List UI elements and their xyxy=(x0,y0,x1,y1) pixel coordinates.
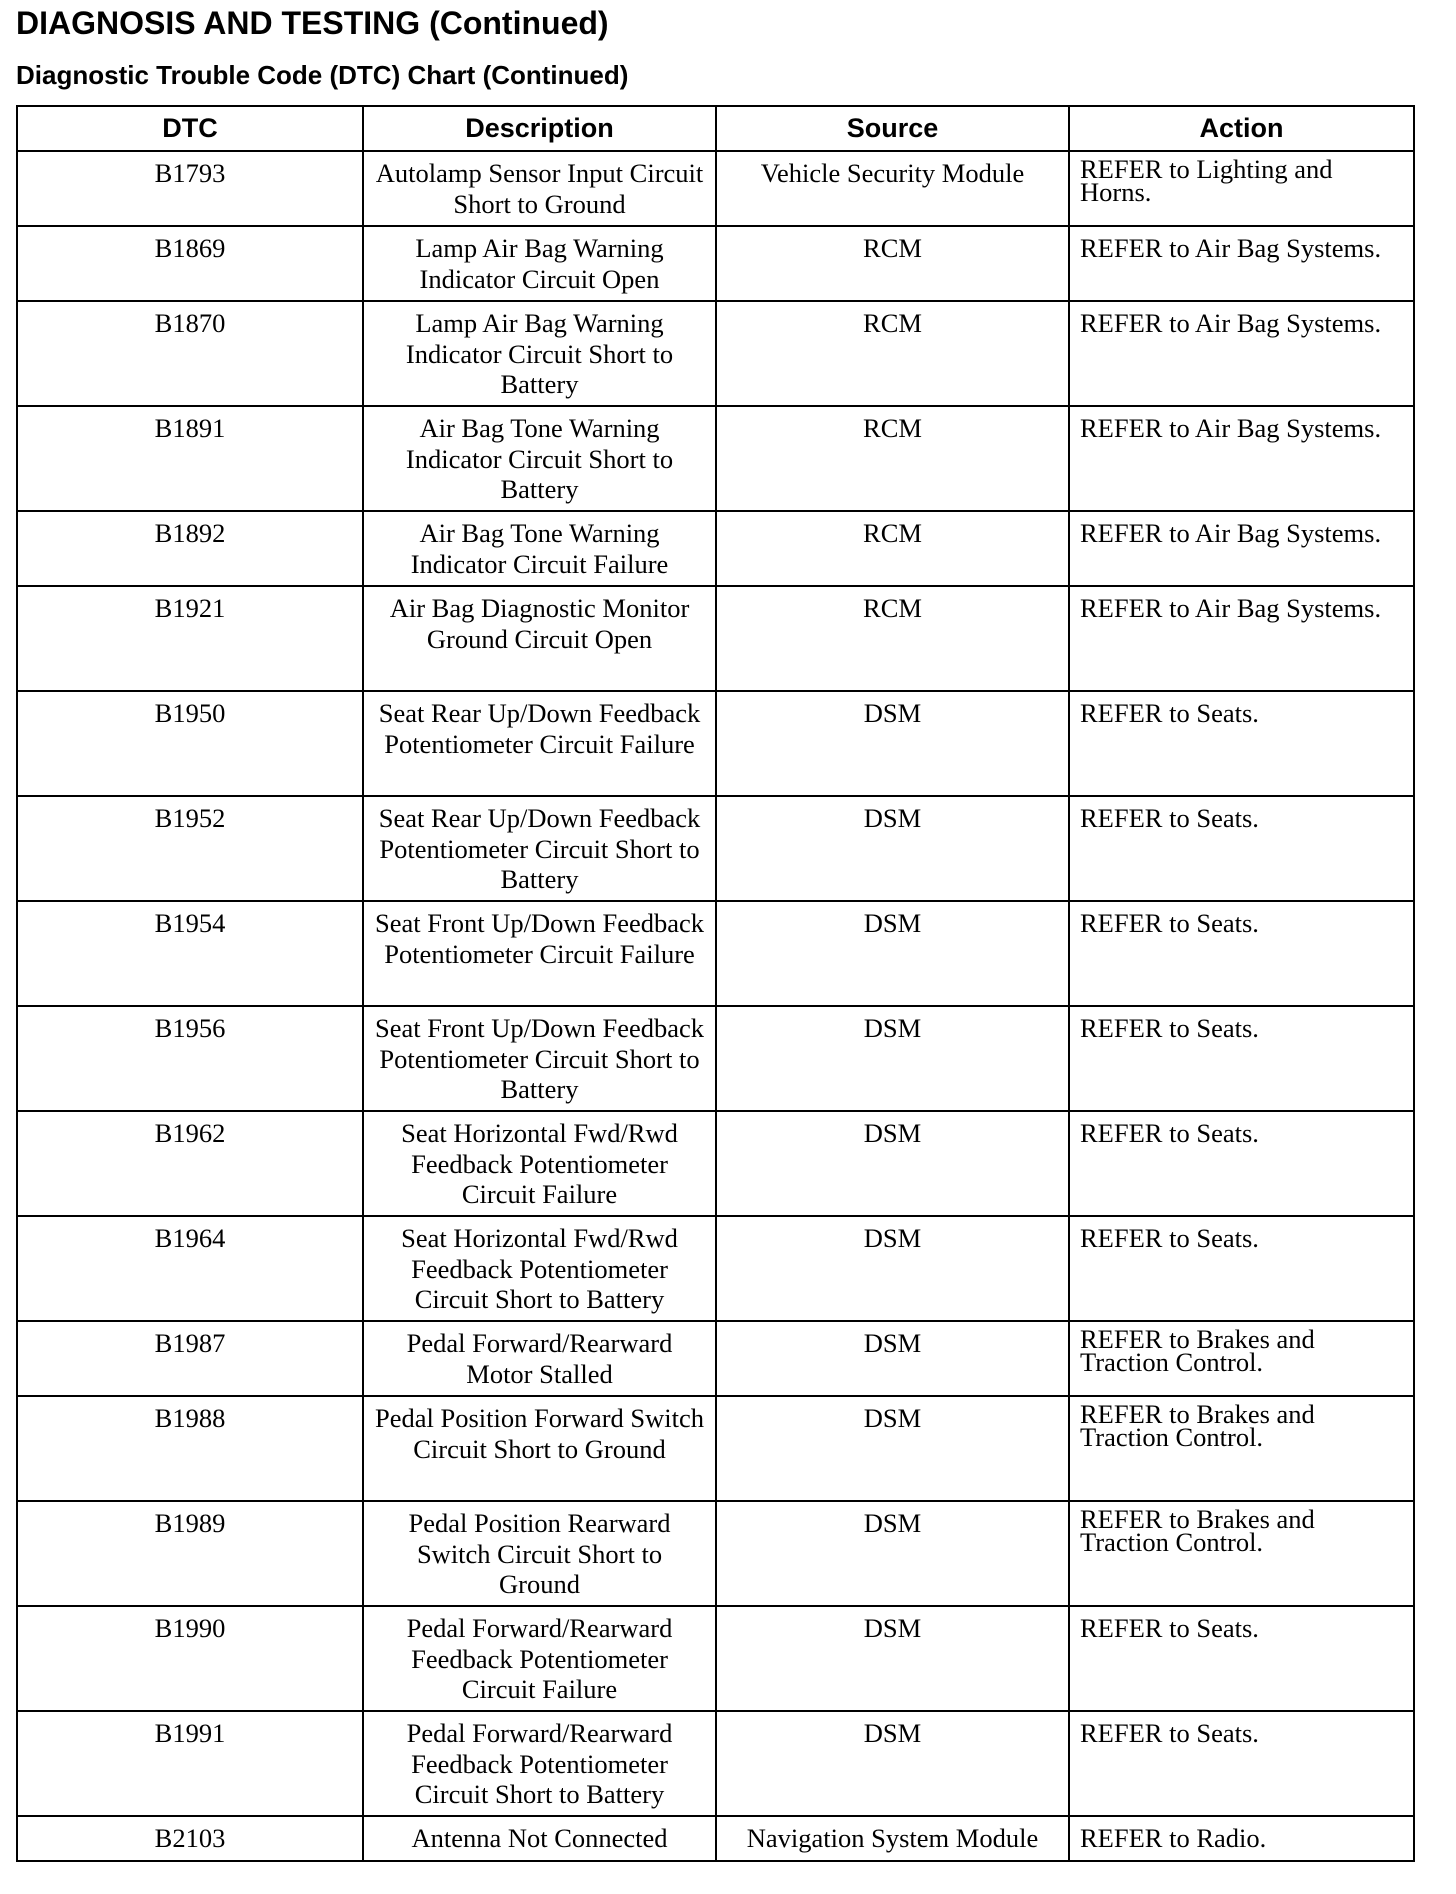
section-subtitle: Diagnostic Trouble Code (DTC) Chart (Continued) xyxy=(16,60,629,90)
dtc-code: B2103 xyxy=(17,1816,363,1861)
table-row xyxy=(17,1216,1414,1321)
dtc-description: Autolamp Sensor Input Circuit Short to Ground xyxy=(363,151,716,226)
dtc-code: B1793 xyxy=(17,151,363,226)
dtc-description: Seat Horizontal Fwd/Rwd Feedback Potentiometer Circuit Short to Battery xyxy=(363,1216,716,1321)
dtc-action: REFER to Seats. xyxy=(1069,796,1414,901)
column-header-action: Action xyxy=(1069,106,1414,151)
dtc-action: REFER to Air Bag Systems. xyxy=(1069,301,1414,406)
table-row xyxy=(17,1711,1414,1816)
dtc-code: B1950 xyxy=(17,691,363,796)
dtc-source: Navigation System Module xyxy=(716,1816,1069,1861)
dtc-description: Seat Front Up/Down Feedback Potentiometer Circuit Short to Battery xyxy=(363,1006,716,1111)
dtc-source: RCM xyxy=(716,511,1069,586)
dtc-source: RCM xyxy=(716,301,1069,406)
dtc-action: REFER to Air Bag Systems. xyxy=(1069,586,1414,691)
table-row xyxy=(17,1006,1414,1111)
dtc-description: Seat Rear Up/Down Feedback Potentiometer Circuit Short to Battery xyxy=(363,796,716,901)
dtc-description: Pedal Position Rearward Switch Circuit Short to Ground xyxy=(363,1501,716,1606)
dtc-action: REFER to Seats. xyxy=(1069,1216,1414,1321)
table-row xyxy=(17,586,1414,691)
dtc-source: DSM xyxy=(716,1711,1069,1816)
dtc-action: REFER to Air Bag Systems. xyxy=(1069,226,1414,301)
dtc-source: DSM xyxy=(716,1396,1069,1501)
dtc-action: REFER to Brakes and Traction Control. xyxy=(1069,1321,1414,1396)
table-row xyxy=(17,406,1414,511)
dtc-action: REFER to Seats. xyxy=(1069,901,1414,1006)
dtc-code: B1987 xyxy=(17,1321,363,1396)
column-header-dtc: DTC xyxy=(17,106,363,151)
dtc-code: B1991 xyxy=(17,1711,363,1816)
table-row xyxy=(17,1396,1414,1501)
table-row xyxy=(17,511,1414,586)
table-row xyxy=(17,1606,1414,1711)
dtc-code: B1962 xyxy=(17,1111,363,1216)
dtc-chart-table xyxy=(16,105,1415,1862)
dtc-source: RCM xyxy=(716,406,1069,511)
dtc-code: B1964 xyxy=(17,1216,363,1321)
dtc-source: DSM xyxy=(716,1501,1069,1606)
dtc-source: DSM xyxy=(716,1321,1069,1396)
dtc-source: Vehicle Security Module xyxy=(716,151,1069,226)
table-row xyxy=(17,1501,1414,1606)
dtc-action: REFER to Brakes and Traction Control. xyxy=(1069,1396,1414,1501)
dtc-code: B1870 xyxy=(17,301,363,406)
table-row xyxy=(17,1111,1414,1216)
dtc-description: Air Bag Tone Warning Indicator Circuit Short to Battery xyxy=(363,406,716,511)
dtc-description: Lamp Air Bag Warning Indicator Circuit Short to Battery xyxy=(363,301,716,406)
table-row xyxy=(17,1321,1414,1396)
dtc-code: B1952 xyxy=(17,796,363,901)
dtc-source: DSM xyxy=(716,1606,1069,1711)
dtc-description: Seat Rear Up/Down Feedback Potentiometer Circuit Failure xyxy=(363,691,716,796)
dtc-action: REFER to Seats. xyxy=(1069,1006,1414,1111)
table-header-row xyxy=(17,106,1414,151)
dtc-description: Lamp Air Bag Warning Indicator Circuit Open xyxy=(363,226,716,301)
dtc-code: B1892 xyxy=(17,511,363,586)
table-row xyxy=(17,901,1414,1006)
dtc-source: DSM xyxy=(716,901,1069,1006)
dtc-action: REFER to Air Bag Systems. xyxy=(1069,511,1414,586)
column-header-description: Description xyxy=(363,106,716,151)
table-row xyxy=(17,796,1414,901)
dtc-description: Pedal Position Forward Switch Circuit Short to Ground xyxy=(363,1396,716,1501)
dtc-source: RCM xyxy=(716,586,1069,691)
dtc-description: Air Bag Diagnostic Monitor Ground Circuit Open xyxy=(363,586,716,691)
table-row xyxy=(17,226,1414,301)
dtc-description: Antenna Not Connected xyxy=(363,1816,716,1861)
dtc-code: B1891 xyxy=(17,406,363,511)
dtc-source: DSM xyxy=(716,1111,1069,1216)
dtc-description: Pedal Forward/Rearward Feedback Potentiometer Circuit Short to Battery xyxy=(363,1711,716,1816)
dtc-description: Pedal Forward/Rearward Feedback Potentiometer Circuit Failure xyxy=(363,1606,716,1711)
dtc-code: B1869 xyxy=(17,226,363,301)
dtc-action: REFER to Lighting and Horns. xyxy=(1069,151,1414,226)
dtc-source: DSM xyxy=(716,1216,1069,1321)
dtc-action: REFER to Seats. xyxy=(1069,1606,1414,1711)
dtc-code: B1988 xyxy=(17,1396,363,1501)
column-header-source: Source xyxy=(716,106,1069,151)
dtc-source: RCM xyxy=(716,226,1069,301)
table-row xyxy=(17,301,1414,406)
table-row xyxy=(17,151,1414,226)
dtc-description: Air Bag Tone Warning Indicator Circuit Failure xyxy=(363,511,716,586)
dtc-action: REFER to Radio. xyxy=(1069,1816,1414,1861)
dtc-description: Seat Horizontal Fwd/Rwd Feedback Potentiometer Circuit Failure xyxy=(363,1111,716,1216)
dtc-code: B1990 xyxy=(17,1606,363,1711)
dtc-code: B1989 xyxy=(17,1501,363,1606)
dtc-action: REFER to Brakes and Traction Control. xyxy=(1069,1501,1414,1606)
dtc-action: REFER to Air Bag Systems. xyxy=(1069,406,1414,511)
dtc-source: DSM xyxy=(716,796,1069,901)
dtc-description: Seat Front Up/Down Feedback Potentiometer Circuit Failure xyxy=(363,901,716,1006)
dtc-action: REFER to Seats. xyxy=(1069,1111,1414,1216)
dtc-description: Pedal Forward/Rearward Motor Stalled xyxy=(363,1321,716,1396)
page-title: DIAGNOSIS AND TESTING (Continued) xyxy=(16,5,609,41)
dtc-source: DSM xyxy=(716,1006,1069,1111)
table-row xyxy=(17,691,1414,796)
dtc-code: B1921 xyxy=(17,586,363,691)
dtc-source: DSM xyxy=(716,691,1069,796)
dtc-code: B1954 xyxy=(17,901,363,1006)
dtc-action: REFER to Seats. xyxy=(1069,1711,1414,1816)
table-row xyxy=(17,1816,1414,1861)
dtc-code: B1956 xyxy=(17,1006,363,1111)
dtc-action: REFER to Seats. xyxy=(1069,691,1414,796)
